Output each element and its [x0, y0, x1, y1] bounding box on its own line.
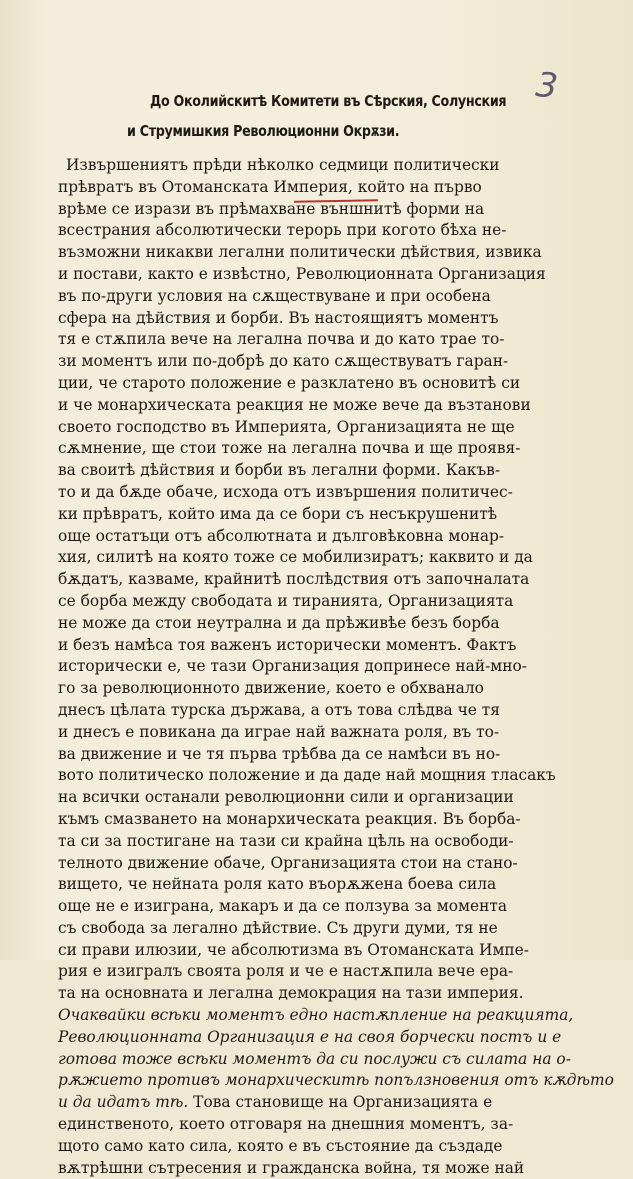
body-line: сфера на дѣйствия и борби. Въ настоящиятъ моментъ	[58, 308, 499, 327]
body-line: въ по-други условия на сѫществуване и при особена	[58, 286, 491, 305]
body-line: още не е изиграна, макаръ и да се ползува за момента	[58, 897, 508, 916]
body-line: исторически е, че тази Организация допринесе най-мно-	[58, 657, 527, 676]
body-line: всестрания абсолютически терорь при когото бѣха не-	[58, 221, 507, 240]
body-line: сѫмнение, ще стои тоже на легална почва и ще проявя-	[58, 439, 521, 458]
body-line: днесъ цѣлата турска държава, а отъ това слѣдва че тя	[58, 700, 500, 719]
body-line: единственото, което отговаря на днешния моментъ, за-	[58, 1115, 514, 1134]
body-line: Революционната Организация е на своя борчески постъ и е	[58, 1027, 562, 1046]
body-line: ва своитѣ дѣйствия и борби въ легални форми. Какъв-	[58, 461, 501, 480]
body-line: възможни никакви легални политически дѣйствия, извика	[58, 243, 542, 262]
body-line: прѣвратъ въ Отоманската Империя, който на първо	[58, 177, 482, 196]
body-line: ва движение и че тя първа трѣбва да се намѣси въ но-	[58, 744, 501, 763]
body-line: вището, че нейната роля като въорѫжена боева сила	[58, 875, 497, 894]
heading-line-2: и Струмишкия Революционни Окрѫзи.	[127, 122, 400, 140]
body-line: щото само като сила, която е въ състояние да създаде	[58, 1136, 503, 1155]
body-line: врѣме се изрази въ прѣмахване външнитѣ форми на	[58, 199, 485, 218]
body-line: бѫдатъ, казваме, крайнитѣ послѣдствия отъ започналата	[58, 570, 530, 589]
body-line: и днесъ е повикана да играе най важната роля, въ то-	[58, 722, 500, 741]
body-line: Извършениятъ прѣди нѣколко седмици политически	[66, 156, 500, 174]
body-line: та на основната и легална демокрация на тази империя.	[58, 984, 524, 1003]
body-line: не може да стои неутрална и да прѣживѣе безъ борба	[58, 613, 500, 632]
body-line: тя е стѫпила вече на легална почва и до като трае то-	[58, 330, 505, 349]
body-line: къмъ смазването на монархическата реакция. Въ борба-	[58, 809, 521, 828]
body-line: още остатъци отъ абсолютната и дълговѣковна монар-	[58, 526, 505, 545]
body-line: си прави илюзии, че абсолютизма въ Отоманската Импе-	[58, 940, 529, 959]
body-line: го за революционното движение, което е обхванало	[58, 679, 484, 698]
body-line: то и да бѫде обаче, исхода отъ извършения политичес-	[58, 482, 513, 501]
body-line: готова тоже всѣки моментъ да си послужи съ силата на о-	[58, 1049, 571, 1068]
document-body	[58, 155, 614, 1179]
body-line: рия е изигралъ своята роля и че е настѫпила вече ера-	[58, 962, 514, 981]
body-line: хия, силитѣ на която тоже се мобилизиратъ; каквито и да	[58, 548, 533, 567]
page-number: 3	[533, 64, 560, 108]
body-line: ки прѣвратъ, който има да се бори съ несъкрушенитѣ	[58, 504, 498, 523]
body-line: своето господство въ Империята, Организацията не ще	[58, 417, 515, 436]
body-line: рѫжието противъ монархическитѣ попълзновения отъ кѫдѣто	[58, 1071, 614, 1090]
body-line: вѫтрѣшни сътресения и гражданска война, тя може най	[58, 1158, 525, 1177]
body-line: ции, че старото положение е разклатено въ основитѣ си	[58, 373, 521, 392]
body-line: се борба между свободата и тиранията, Организацията	[58, 591, 514, 610]
body-line: та си за постигане на тази си крайна цѣль на освободи-	[58, 831, 514, 850]
body-line: съ свобода за легално дѣйствие. Съ други думи, тя не	[58, 918, 498, 937]
body-line: и безъ намѣса тоя важенъ исторически моментъ. Фактъ	[58, 635, 517, 654]
document-heading	[127, 86, 507, 146]
body-line: и че монархическата реакция не може вече да възтанови	[58, 395, 531, 414]
body-line: и да идатъ тѣ. Това становище на Организацията е	[58, 1093, 493, 1112]
body-line: Очаквайки всѣки моментъ едно настѫпление на реакцията,	[58, 1006, 574, 1025]
body-line: зи моментъ или по-добрѣ до като сѫществуватъ гаран-	[58, 352, 509, 371]
body-line: на всички останали революционни сили и организации	[58, 788, 514, 807]
heading-line-1: До Околийскитѣ Комитети въ Сѣрския, Солунския	[150, 92, 507, 110]
body-line: вото политическо положение и да даде най мощния тласакъ	[58, 766, 556, 785]
body-line: и постави, както е извѣстно, Революционната Организация	[58, 264, 546, 283]
body-line: телното движение обаче, Организацията стои на стано-	[58, 853, 518, 872]
